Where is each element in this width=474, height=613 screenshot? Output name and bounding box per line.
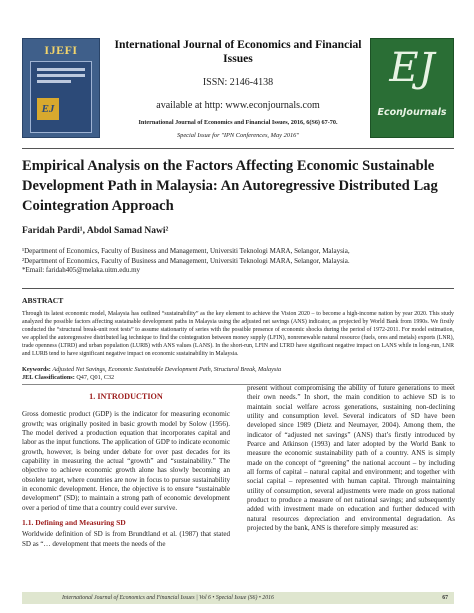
body-left-column: [22, 392, 230, 549]
body-right-column: [247, 384, 455, 534]
journal-header: [22, 38, 454, 140]
header-center: [110, 38, 366, 139]
keywords-label: Keywords:: [22, 366, 51, 373]
page-footer: [22, 592, 454, 604]
available-at-link[interactable]: available at http: www.econjournals.com: [156, 100, 320, 111]
abstract-divider-top: [22, 288, 454, 289]
special-issue-line: Special Issue for "IPN Conferences, May 2016": [176, 132, 300, 139]
issn: ISSN: 2146-4138: [202, 77, 274, 88]
right-paragraph-1: present without compromising the ability of future generations to meet their own needs.” In short, the main condition to achieve SD is to maintain social welfare across generations, sustaining non-declining utility and consumption level. Several indicators of SD have been developed since 1989 (Dietz and Neumayer, 2004). Among them, the indicator of “adjusted net savings” (ANS) that’s firstly introduced by Pearce and Atkinson (1993) and later adopted by the World Bank to measure the economic sustainability path of a country. ANS is simply made on the concept of “greening” the national account – by including all forms of capital – natural capital and environment; and together with social capital – represented with human capital. Through maintaining utility of consumption, several adjustments were made on gross national product to produce a measure of net national savings; and subsequently added with investment made on education and further deduced with natural resources depreciation and environmental degradation. As projected by the bank, ANS is therefore simply measured as:: [247, 384, 455, 533]
affiliation-1: ¹Department of Economics, Faculty of Business and Management, Universiti Teknologi MARA, Selangor, Malaysia,: [22, 247, 350, 255]
section-heading-introduction: 1. INTRODUCTION: [89, 392, 163, 401]
cover-line: [37, 68, 85, 71]
cover-line: [37, 74, 85, 77]
authors: Faridah Pardi¹, Abdol Samad Nawi²: [22, 226, 169, 236]
subsection-heading: 1.1. Defining and Measuring SD: [22, 518, 126, 528]
keywords-line: [22, 366, 454, 374]
journal-cover-image: [30, 61, 92, 133]
header-divider: [22, 148, 454, 149]
intro-paragraph-2: Worldwide definition of SD is from Brundtland et al. (1987) that stated SD as “… development that meets the needs of the: [22, 530, 230, 548]
corresponding-email[interactable]: *Email: faridah405@melaka.uitm.edu.my: [22, 266, 141, 275]
jel-label: JEL Classifications:: [22, 374, 75, 381]
econjournals-logo-name: EconJournals: [377, 107, 447, 118]
cover-ej-badge: EJ: [37, 98, 59, 120]
intro-paragraph-1: Gross domestic product (GDP) is the indicator for measuring economic growth; was originally posited in basic growth model by Solow (1956). The model derived a production equation that incorporates capital and labor as the input functions. The application of GDP to indicate economic growth, however, is being under debate for over past decades for its capability in measuring the actual “growth” and “sustainability.” The objective to achieve economic growth alone has slowly becoming an obsolete target, where countries are now in focus to pursue sustainability in economic development. Hence, the objective is to ensure “sustainable development” (SD); to maintain a strong path of economic development over a period of time that a country could ever survive.: [22, 410, 230, 512]
ijefi-logo: [22, 38, 100, 138]
ijefi-logo-text: IJEFI: [44, 43, 78, 57]
jel-codes: Q47, Q01, C32: [76, 374, 115, 381]
journal-title: International Journal of Economics and Financial Issues: [114, 38, 362, 65]
econjournals-logo: [370, 38, 454, 138]
cover-line: [37, 80, 71, 83]
jel-line: [22, 374, 454, 382]
affiliations: [22, 247, 454, 276]
page-number: 67: [442, 595, 448, 601]
abstract-heading: ABSTRACT: [22, 296, 64, 305]
econjournals-logo-mark: EJ: [389, 45, 435, 91]
affiliation-2: ²Department of Economics, Faculty of Business and Management, Universiti Teknologi MARA, Selangor, Malaysia.: [22, 256, 350, 265]
keywords-block: [22, 366, 454, 382]
footer-journal-info: International Journal of Economics and Financial Issues | Vol 6 • Special Issue (S6) • 2016: [62, 595, 274, 601]
abstract-text: Through its latest economic model, Malaysia has outlined “sustainability” as the key element to achieve the Vision 2020 – to become a high-income nation by year 2020. This study analyzed the possible factors affecting sustainable development paths in Malaysia using the adjusted net savings (ANS) indicator, as projected by World Bank from 1990s. We firstly conducted the “structural break-unit root tests” to assume stationarity of series with the possible presence of economic shocks during the period of 1972-2011. For model estimation, we applied the autoregressive distributed lag technique to find the cointegration between money supply (LFIN), nonrenewable natural resource (fuels, ores and metals) exports (LNR), trade openness (LTRD) and urban population (LURB) with ANS values (LANS). In the short-run, LFIN and LTRD have significant negative impact on LANS while in long-run, LNR and LURB tend to have significant negative impact on economic sustainability in Malaysia.: [22, 311, 454, 358]
keywords: Adjusted Net Savings, Economic Sustainable Development Path, Structural Break, Malaysia: [52, 366, 282, 373]
citation-line: International Journal of Economics and Financial Issues, 2016, 6(S6) 67-70.: [138, 119, 338, 126]
paper-title: Empirical Analysis on the Factors Affecting Economic Sustainable Development Path in Malaysia: An Autoregressive Distributed Lag Cointegration Approach: [22, 158, 438, 214]
